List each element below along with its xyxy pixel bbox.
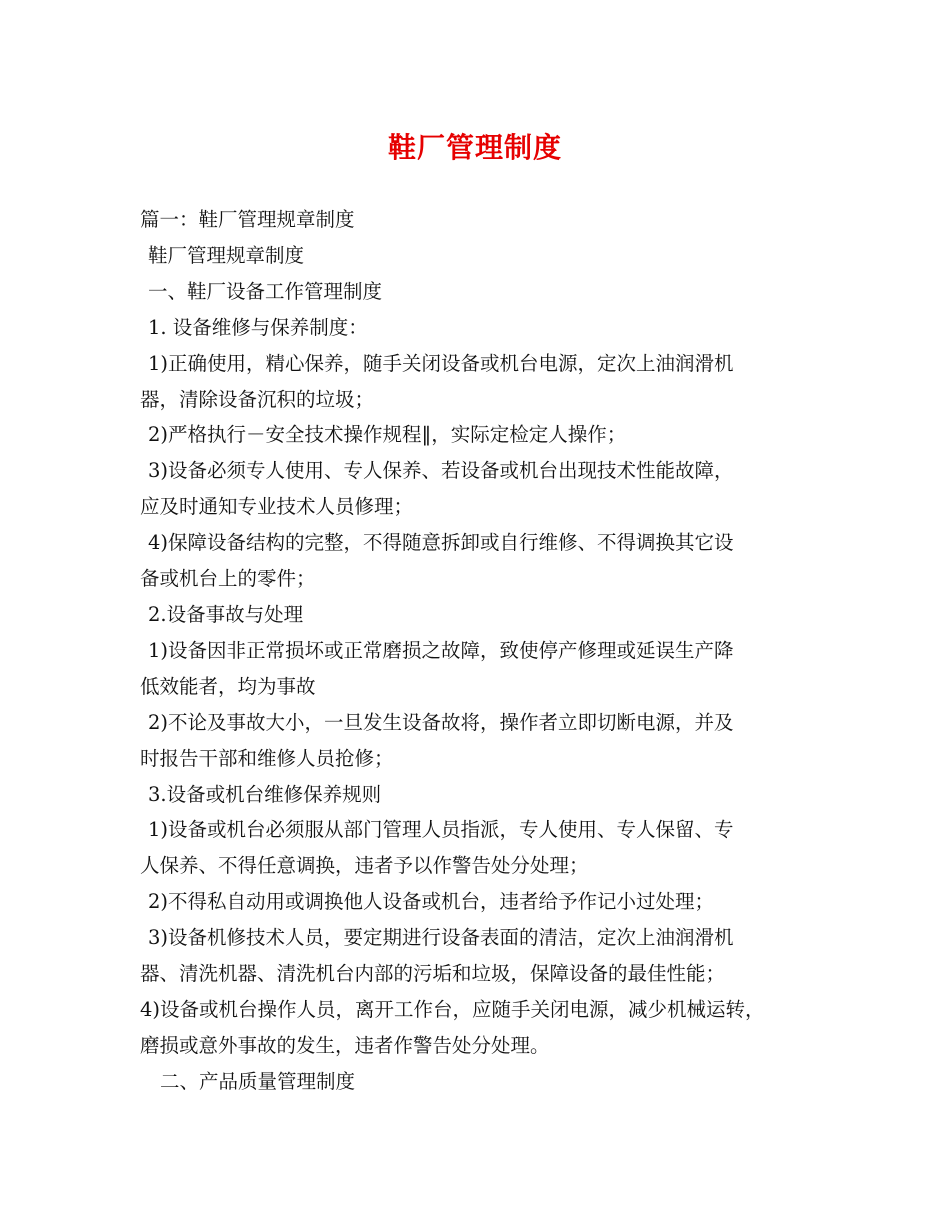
text-line: 器，清除设备沉积的垃圾； — [140, 387, 375, 411]
text-line: 1. 设备维修与保养制度： — [148, 315, 368, 339]
text-line: 鞋厂管理规章制度 — [148, 243, 305, 267]
text-line: 备或机台上的零件； — [140, 567, 316, 591]
text-line: 器、清洗机器、清洗机台内部的污垢和垃圾，保障设备的最佳性能； — [140, 962, 726, 986]
text-line: 篇一：鞋厂管理规章制度 — [140, 208, 355, 231]
text-line: 应及时通知专业技术人员修理； — [140, 495, 414, 519]
text-line: 磨损或意外事故的发生，违者作警告处分处理。 — [140, 1033, 550, 1057]
text-line: 2)不论及事故大小，一旦发生设备故将，操作者立即切断电源，并及 — [148, 710, 734, 734]
text-line: 2)不得私自动用或调换他人设备或机台，违者给予作记小过处理； — [148, 890, 715, 914]
text-line: 低效能者，均为事故 — [140, 674, 316, 698]
text-line: 4)保障设备结构的完整，不得随意拆卸或自行维修、不得调换其它设 — [148, 531, 734, 555]
text-line: 1)设备或机台必须服从部门管理人员指派，专人使用、专人保留、专 — [148, 818, 734, 842]
document-body — [140, 202, 830, 1100]
document-title: 鞋厂管理制度 — [387, 131, 562, 164]
text-line: 3)设备机修技术人员，要定期进行设备表面的清洁，定次上油润滑机 — [148, 926, 734, 950]
text-line: 4)设备或机台操作人员，离开工作台，应随手关闭电源，减少机械运转， — [140, 997, 765, 1021]
text-line: 1)设备因非正常损坏或正常磨损之故障，致使停产修理或延误生产降 — [148, 638, 734, 662]
text-line: 二、产品质量管理制度 — [160, 1069, 356, 1093]
text-line: 人保养、不得任意调换，违者予以作警告处分处理； — [140, 854, 589, 878]
text-line: 1)正确使用，精心保养，随手关闭设备或机台电源，定次上油润滑机 — [148, 351, 734, 375]
text-line: 3.设备或机台维修保养规则 — [148, 782, 382, 806]
text-line: 3)设备必须专人使用、专人保养、若设备或机台出现技术性能故障， — [148, 459, 734, 483]
text-line: 2.设备事故与处理 — [148, 602, 304, 626]
text-line: 一、鞋厂设备工作管理制度 — [148, 279, 383, 303]
text-line: 时报告干部和维修人员抢修； — [140, 746, 394, 770]
text-line: 2)严格执行－安全技术操作规程‖，实际定检定人操作； — [148, 423, 627, 447]
